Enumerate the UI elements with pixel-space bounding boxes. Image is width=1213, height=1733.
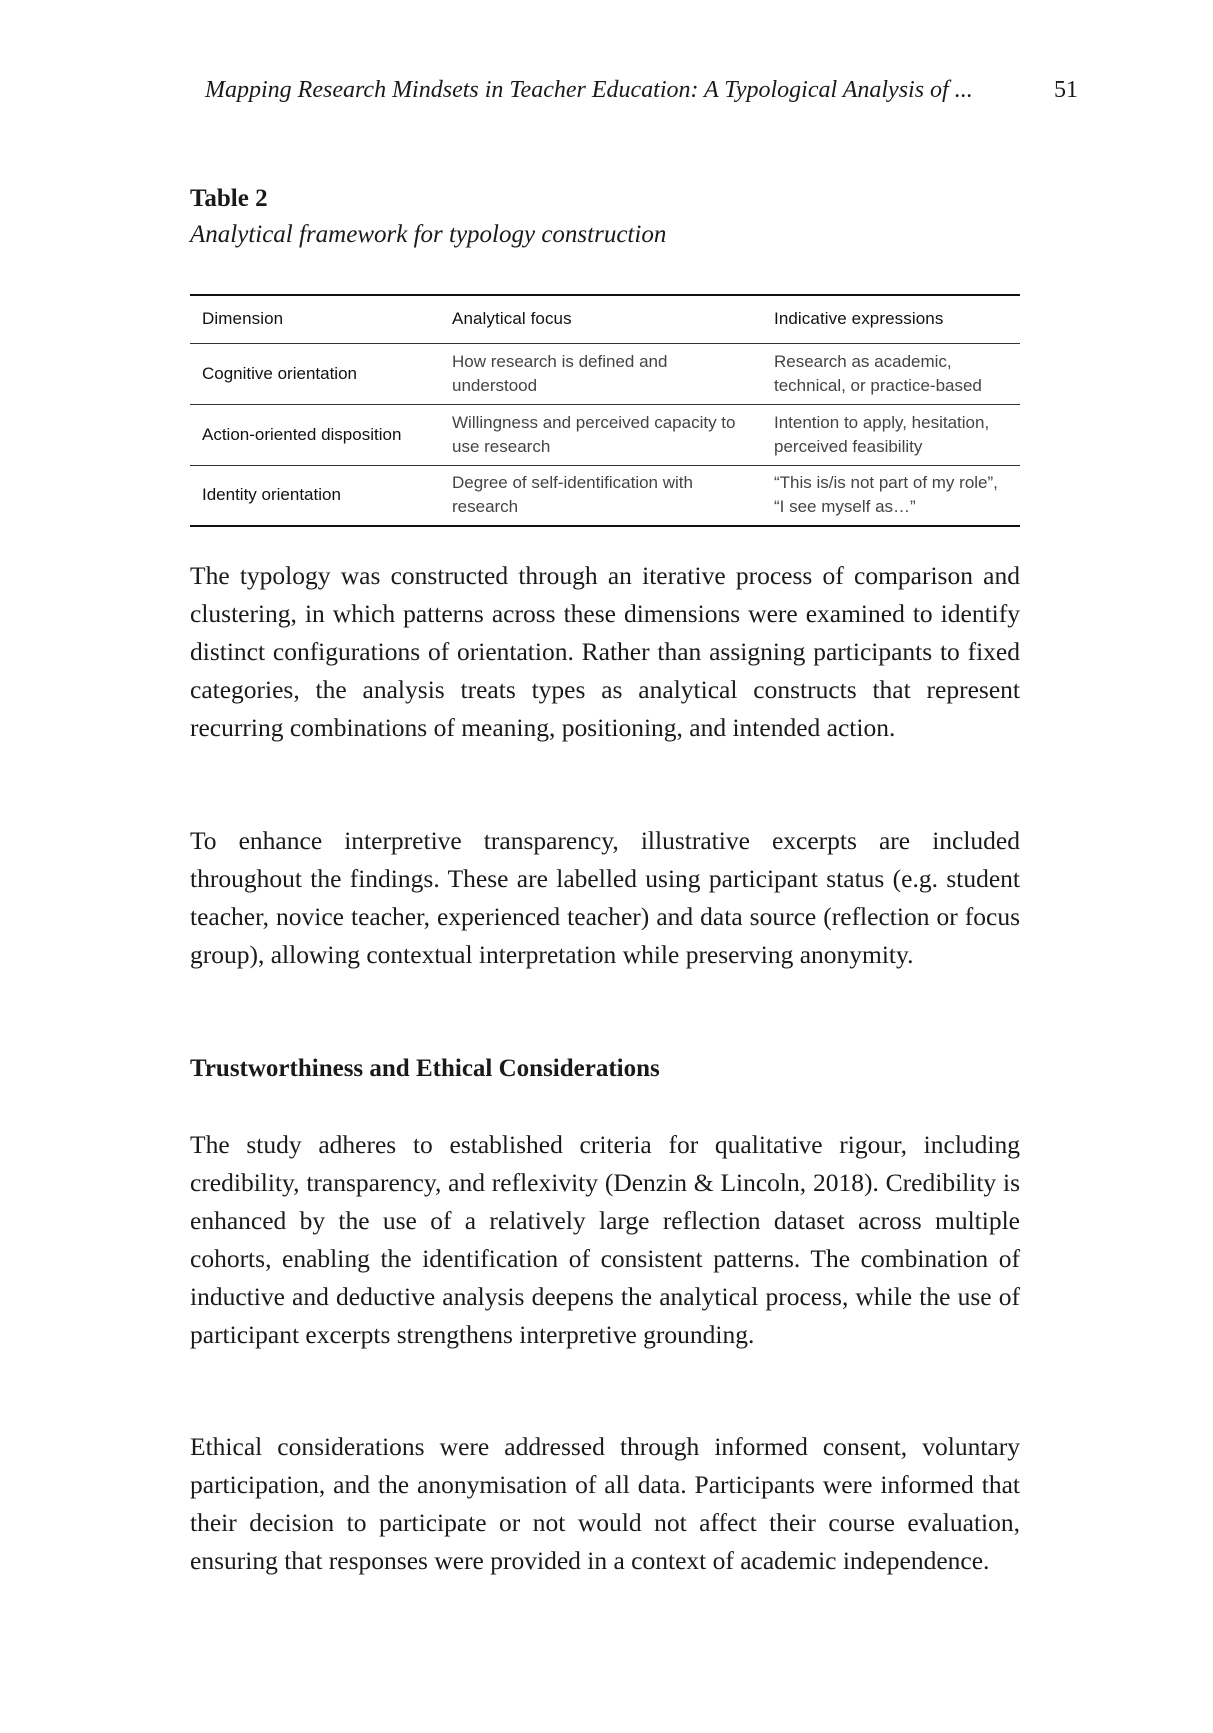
table-row xyxy=(190,343,1020,404)
body-paragraph: To enhance interpretive transparency, illustrative excerpts are included throughout the findings. These are labelled using participant status (e.g. student teacher, novice teacher, experienced teacher) and data source (reflection or focus group), allowing contextual interpretation while preserving anonymity. xyxy=(190,826,1020,969)
page-number: 51 xyxy=(1054,77,1078,103)
table-row xyxy=(190,404,1020,465)
table-cell-focus: Willingness and perceived capacity to use research xyxy=(452,412,736,456)
table-cell-dimension: Cognitive orientation xyxy=(202,363,357,383)
table-cell-focus: Degree of self-identification with research xyxy=(452,473,693,517)
table-header-row xyxy=(190,295,1020,343)
running-head-title: Mapping Research Mindsets in Teacher Education: A Typological Analysis of ... xyxy=(205,77,973,103)
column-header-analytical-focus: Analytical focus xyxy=(452,309,572,329)
table-cell-dimension: Action-oriented disposition xyxy=(202,424,402,444)
table-label: Table 2 xyxy=(190,185,268,212)
body-paragraph: The study adheres to established criteria for qualitative rigour, including credibility, transparency, and reflexivity (Denzin & Lincoln, 2018). Credibility is enhanced by the use of a relatively large reflection dataset across multiple cohorts, enabling the identification of consistent patterns. The combination of inductive and deductive analysis deepens the analytical process, while the use of participant excerpts strengthens interpretive grounding. xyxy=(190,1130,1020,1349)
table-cell-expressions: Research as academic, technical, or practice-based xyxy=(774,351,982,395)
table-caption: Analytical framework for typology construction xyxy=(190,221,667,248)
body-paragraph: The typology was constructed through an iterative process of comparison and clustering, in which patterns across these dimensions were examined to identify distinct configurations of orientation. Rather than assigning participants to fixed categories, the analysis treats types as analytical constructs that represent recurring combinations of meaning, positioning, and intended action. xyxy=(190,561,1020,742)
table-block xyxy=(190,182,1020,517)
table-cell-expressions: Intention to apply, hesitation, perceived feasibility xyxy=(774,412,990,456)
body-paragraph: Ethical considerations were addressed through informed consent, voluntary participation, and the anonymisation of all data. Participants were informed that their decision to participate or not would not affect their course evaluation, ensuring that responses were provided in a context of academic independence. xyxy=(190,1432,1020,1575)
table-cell-expressions: “This is/is not part of my role”, “I see myself as…” xyxy=(774,473,998,517)
column-header-dimension: Dimension xyxy=(202,309,284,329)
table-row xyxy=(190,465,1020,526)
running-head xyxy=(189,70,1213,110)
column-header-indicative-expressions: Indicative expressions xyxy=(774,309,944,329)
table-cell-focus: How research is defined and understood xyxy=(452,351,668,395)
table-cell-dimension: Identity orientation xyxy=(202,485,341,505)
framework-table xyxy=(190,294,1020,527)
section-heading: Trustworthiness and Ethical Considerations xyxy=(190,1055,660,1082)
